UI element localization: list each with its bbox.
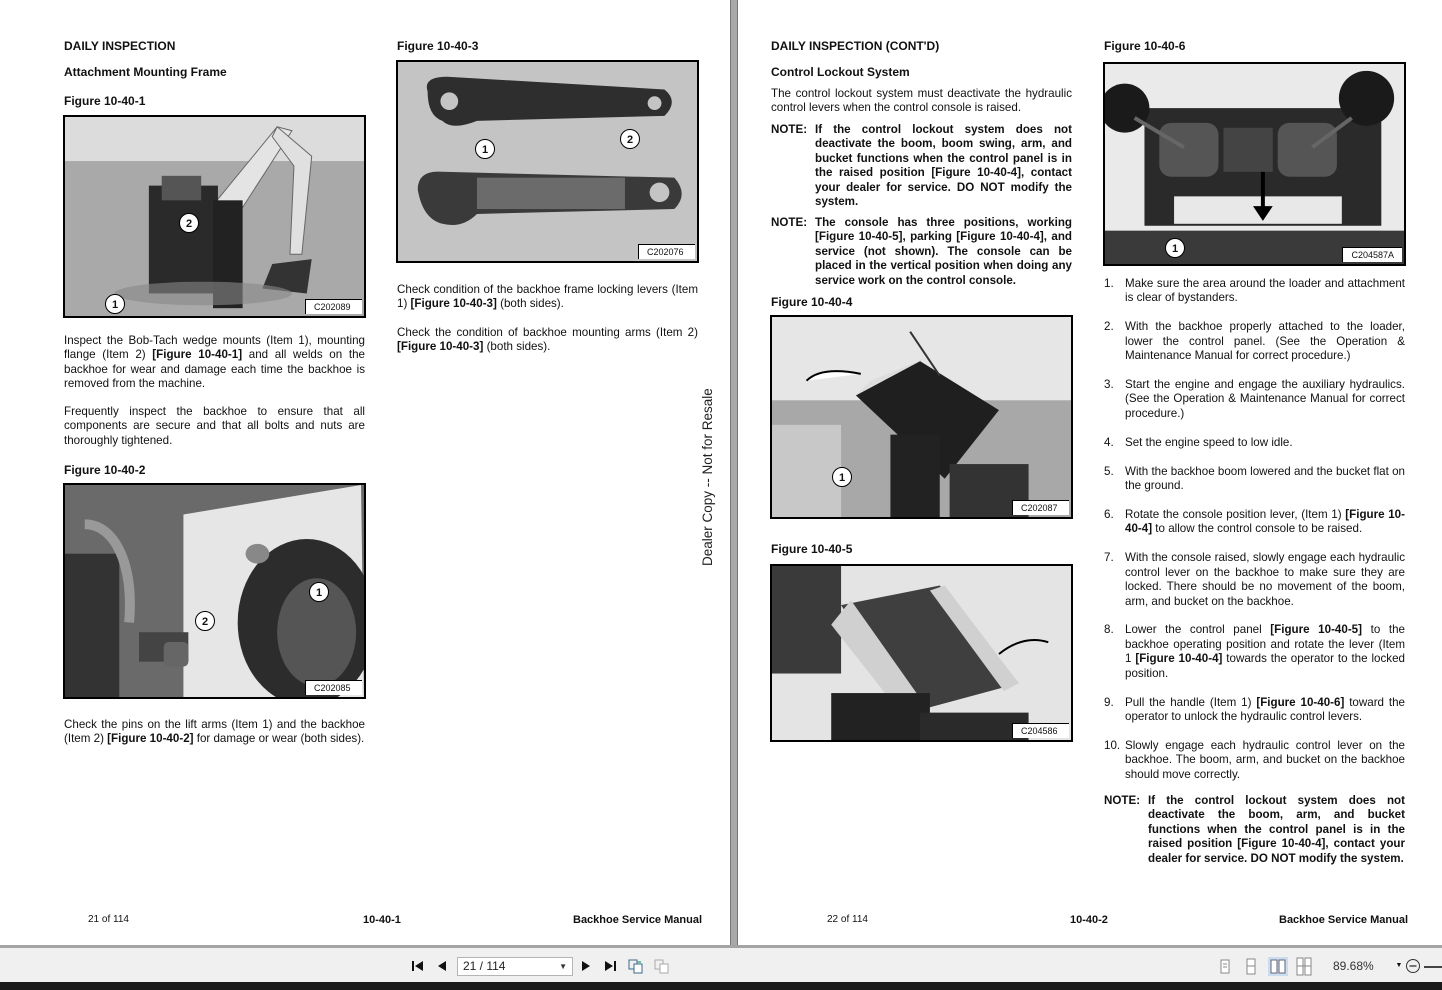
step-number: 2. [1104, 320, 1114, 334]
figure-image [63, 483, 366, 699]
step-number: 4. [1104, 435, 1114, 449]
viewer-toolbar [0, 945, 1442, 982]
figure-reference: [Figure 10-40-4] [1125, 507, 1405, 536]
figure-code: C204586 [1012, 723, 1069, 738]
paragraph [64, 718, 365, 747]
paragraph [64, 334, 365, 392]
text: Inspect the Bob-Tach wedge mounts (Item 1), mounting flange (Item 2) [64, 334, 365, 362]
note [771, 123, 1072, 209]
list-item [1104, 623, 1405, 681]
step-text: Slowly engage each hydraulic control lever on the backhoe. The boom, arm, and bucket on the backhoe should move correctly. [1125, 738, 1405, 781]
paragraph [397, 326, 698, 355]
figure-label: Figure 10-40-3 [397, 39, 479, 53]
console-raised-photo [772, 317, 1071, 517]
window-bottom-edge [0, 982, 1442, 990]
continuous-view-icon[interactable] [1241, 957, 1261, 976]
page-count: 22 of 114 [827, 914, 868, 925]
step-number: 7. [1104, 551, 1114, 565]
text: (both sides). [496, 297, 564, 311]
figure-image [770, 315, 1073, 519]
list-item [1104, 436, 1405, 450]
figure-reference: [Figure 10-40-1] [152, 348, 243, 362]
first-page-icon[interactable] [410, 958, 426, 974]
zoom-slider[interactable] [1424, 966, 1442, 968]
zoom-level[interactable]: 89.68% [1333, 959, 1374, 973]
text: Lower the control panel [1125, 623, 1271, 637]
step-number: 9. [1104, 695, 1114, 709]
zoom-dropdown-icon[interactable]: ▼ [1395, 962, 1403, 969]
list-item [1104, 277, 1405, 306]
text: (both sides). [483, 340, 551, 354]
watermark: Dealer Copy -- Not for Resale [700, 388, 715, 566]
step-text: With the backhoe boom lowered and the bucket flat on the ground. [1125, 464, 1405, 493]
figure-reference: [Figure 10-40-6] [1256, 695, 1345, 709]
text: for damage or wear (both sides). [193, 732, 365, 746]
two-page-continuous-view-icon[interactable] [1294, 957, 1314, 976]
paragraph: Frequently inspect the backhoe to ensure that all components are secure and that all bolts and nuts are thoroughly tightened. [64, 405, 365, 447]
right-page [738, 0, 1442, 945]
step-number: 8. [1104, 623, 1114, 637]
step-text: Set the engine speed to low idle. [1125, 435, 1293, 449]
page-number: 10-40-1 [363, 914, 401, 926]
figure-code: C202076 [638, 244, 695, 259]
locking-levers-photo [398, 62, 697, 261]
step-text [1125, 508, 1405, 537]
step-text: With the console raised, slowly engage each hydraulic control lever on the backhoe to make sure they are locked. There should be no movement of the boom, arm, and bucket on the backhoe. [1125, 551, 1405, 608]
figure-label: Figure 10-40-1 [64, 94, 146, 108]
figure-reference: [Figure 10-40-4] [1135, 652, 1223, 666]
text: towards the operator to the locked position. [1125, 652, 1405, 680]
step-number: 1. [1104, 277, 1114, 290]
paragraph: The control lockout system must deactivate the hydraulic control levers when the control console is raised. [771, 87, 1072, 115]
figure-code: C202087 [1012, 500, 1069, 515]
callout-2: 2 [620, 129, 640, 149]
figure-label: Figure 10-40-6 [1104, 39, 1186, 53]
list-item [1104, 551, 1405, 609]
text: to the backhoe operating position and rotate the lever (Item 1 [1125, 623, 1405, 666]
step-text [1125, 696, 1405, 725]
manual-title: Backhoe Service Manual [573, 914, 703, 926]
procedure-steps [1104, 277, 1405, 797]
text: toward the operator to unlock the hydraulic control levers. [1125, 695, 1405, 723]
figure-image [1103, 62, 1406, 266]
zoom-out-icon[interactable] [1405, 958, 1421, 974]
note-text: If the control lockout system does not deactivate the boom, boom swing, arm, and bucket functions when the control panel is in the raised position [Figure 10-40-4], contact your dealer for service. DO NOT modify the system. [815, 123, 1072, 209]
list-item [1104, 696, 1405, 725]
callout-1: 1 [105, 294, 125, 314]
section-heading: DAILY INSPECTION [64, 39, 176, 53]
text: and all welds on the backhoe for wear and damage each time the backhoe is removed from the machine. [64, 348, 365, 391]
callout-1: 1 [309, 582, 329, 602]
note-label: NOTE: [1104, 794, 1141, 807]
text: Check condition of the backhoe frame locking levers (Item 1) [397, 283, 698, 311]
callout-2: 2 [195, 611, 215, 631]
callout-1: 1 [475, 139, 495, 159]
step-number: 5. [1104, 464, 1114, 478]
figure-code: C202085 [305, 680, 362, 695]
callout-1: 1 [1165, 238, 1185, 258]
text: Check the pins on the lift arms (Item 1) and the backhoe (Item 2) [64, 718, 365, 746]
chevron-down-icon[interactable]: ▼ [559, 962, 567, 971]
text: Pull the handle (Item 1) [1125, 695, 1257, 709]
figure-reference: [Figure 10-40-5] [1270, 623, 1362, 637]
figure-image [770, 564, 1073, 742]
page-number-value: 21 / 114 [463, 959, 506, 973]
step-text [1125, 623, 1405, 681]
next-page-icon[interactable] [578, 958, 594, 974]
figure-reference: [Figure 10-40-3] [410, 297, 497, 311]
note-label: NOTE: [771, 216, 808, 229]
step-number: 6. [1104, 507, 1114, 521]
figure-image [63, 115, 366, 318]
next-view-icon[interactable] [654, 958, 670, 974]
single-page-view-icon[interactable] [1215, 957, 1235, 976]
text: Rotate the console position lever, (Item 1) [1125, 507, 1346, 521]
list-item [1104, 739, 1405, 782]
step-text: With the backhoe properly attached to the loader, lower the control panel. (See the Operation & Maintenance Manual for correct procedure.) [1125, 320, 1405, 363]
list-item [1104, 320, 1405, 363]
page-count: 21 of 114 [88, 914, 129, 925]
figure-reference: [Figure 10-40-2] [107, 732, 194, 746]
note-label: NOTE: [771, 123, 808, 136]
figure-label: Figure 10-40-4 [771, 295, 853, 309]
callout-1: 1 [832, 467, 852, 487]
note-text: If the control lockout system does not deactivate the boom, arm, and bucket functions when the control panel is in the raised position [Figure 10-40-4], contact your dealer for service. DO NOT modify the system. [1148, 794, 1405, 865]
note [1104, 794, 1405, 866]
subsection-heading: Control Lockout System [771, 65, 910, 79]
page-number-field[interactable] [457, 957, 573, 976]
two-page-view-icon[interactable] [1268, 957, 1288, 976]
list-item [1104, 465, 1405, 494]
previous-view-icon[interactable] [628, 958, 644, 974]
control-levers-photo [1105, 64, 1404, 264]
step-number: 3. [1104, 378, 1114, 392]
backhoe-frame-photo [65, 117, 364, 316]
list-item [1104, 508, 1405, 537]
subsection-heading: Attachment Mounting Frame [64, 65, 227, 79]
paragraph [397, 283, 698, 312]
figure-label: Figure 10-40-5 [771, 542, 853, 556]
left-page [0, 0, 730, 945]
previous-page-icon[interactable] [434, 958, 450, 974]
figure-label: Figure 10-40-2 [64, 463, 146, 477]
callout-2: 2 [179, 213, 199, 233]
note-text: The console has three positions, working [Figure 10-40-5], parking [Figure 10-40-4], and service (not shown). The console can be placed in the vertical position when doing any service work on the control console. [815, 216, 1072, 287]
step-number: 10. [1104, 738, 1121, 752]
figure-code: C202089 [305, 299, 362, 314]
figure-code: C204587A [1342, 247, 1402, 262]
note [771, 216, 1072, 288]
console-working-photo [772, 566, 1071, 740]
manual-title: Backhoe Service Manual [1279, 914, 1409, 926]
figure-reference: [Figure 10-40-3] [397, 340, 484, 354]
text: Check the condition of backhoe mounting arms (Item 2) [397, 326, 698, 339]
last-page-icon[interactable] [602, 958, 618, 974]
list-item [1104, 378, 1405, 421]
step-text: Start the engine and engage the auxiliary hydraulics. (See the Operation & Maintenance Manual for correct procedure.) [1125, 378, 1405, 420]
figure-image [396, 60, 699, 263]
page-number: 10-40-2 [1070, 914, 1108, 926]
text: to allow the control console to be raised. [1152, 522, 1363, 536]
step-text: Make sure the area around the loader and attachment is clear of bystanders. [1125, 277, 1405, 305]
page-gutter [730, 0, 738, 945]
section-heading: DAILY INSPECTION (CONT'D) [771, 39, 940, 53]
